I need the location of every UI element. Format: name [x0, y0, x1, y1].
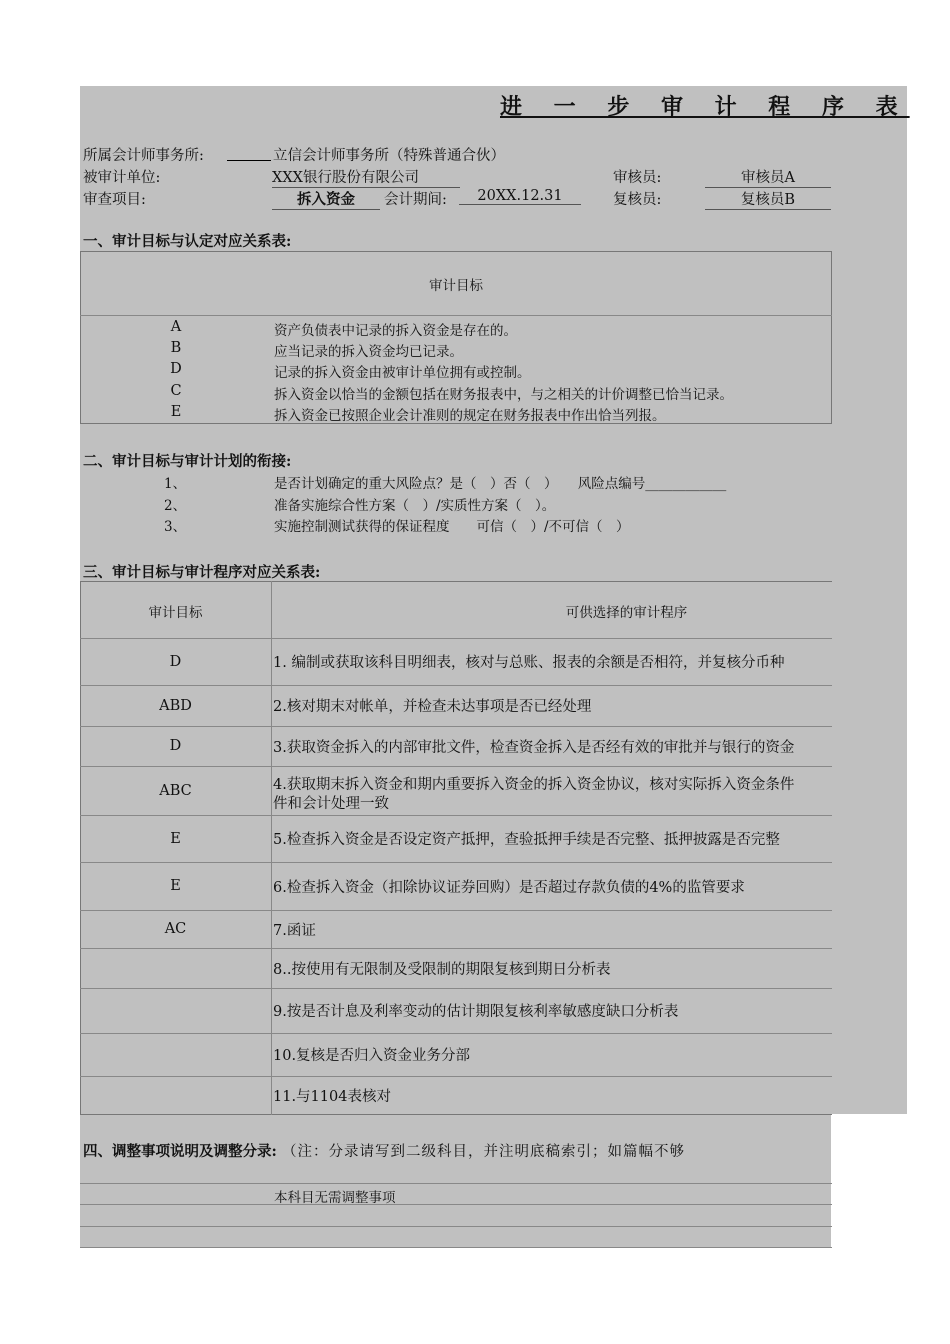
objective-text: 拆入资金已按照企业会计准则的规定在财务报表中作出恰当列报。	[274, 408, 666, 424]
period-value: 20XX.12.31	[459, 188, 581, 205]
procedure-target: E	[170, 830, 181, 847]
procedure-target: ABD	[159, 697, 192, 714]
reviewer-label: 审核员:	[613, 170, 662, 186]
firm-label: 所属会计师事务所:	[83, 148, 204, 164]
procedure-text: 9.按是否计息及利率变动的估计期限复核利率敏感度缺口分析表	[273, 1004, 679, 1020]
section3-heading: 三、审计目标与审计程序对应关系表:	[83, 564, 321, 581]
procedure-text: 3.获取资金拆入的内部审批文件，检查资金拆入是否经有效的审批并与银行的资金	[273, 739, 795, 756]
procedure-text: 11.与1104表核对	[273, 1089, 391, 1105]
procedure-target: AC	[164, 921, 187, 937]
procedure-target: ABC	[159, 782, 192, 799]
firm-value: 立信会计师事务所（特殊普通合伙）	[273, 148, 505, 164]
objective-code: E	[170, 404, 182, 420]
objective-text: 应当记录的拆入资金均已记录。	[274, 344, 463, 360]
page-title: 进 一 步 审 计 程 序 表	[500, 94, 910, 120]
procedure-target	[80, 1033, 271, 1076]
procedures-col1-header: 审计目标	[148, 605, 203, 621]
procedure-text: 8..按使用有无限制及受限制的期限复核到期日分析表	[273, 961, 611, 978]
section4-heading-line	[83, 1140, 831, 1161]
procedure-target: D	[169, 738, 182, 754]
procedure-target	[80, 988, 271, 1033]
worksheet-background-lower	[80, 1114, 831, 1248]
procedure-text: 7.函证	[273, 922, 316, 939]
adjustment-line	[80, 1183, 832, 1184]
procedure-target	[80, 1076, 271, 1115]
procedure-target: D	[169, 653, 182, 670]
section1-heading: 一、审计目标与认定对应关系表:	[83, 233, 292, 250]
rechecker-value: 复核员B	[705, 188, 831, 210]
plan-item-text: 是否计划确定的重大风险点？是（ ）否（ ） 风险点编号____________	[274, 476, 727, 492]
adjustment-content: 本科目无需调整事项	[274, 1190, 396, 1206]
plan-item-number: 2、	[164, 498, 187, 514]
plan-item-text: 实施控制测试获得的保证程度 可信（ ）/不可信（ ）	[274, 519, 630, 535]
procedure-target: E	[170, 878, 181, 894]
procedure-text: 5.检查拆入资金是否设定资产抵押，查验抵押手续是否完整、抵押披露是否完整	[273, 832, 780, 848]
procedure-text: 6.检查拆入资金（扣除协议证券回购）是否超过存款负债的4%的监管要求	[273, 879, 745, 896]
adjustment-line	[80, 1226, 832, 1227]
plan-item-text: 准备实施综合性方案（ ）/实质性方案（ ）。	[274, 498, 556, 514]
procedure-text: 10.复核是否归入资金业务分部	[273, 1048, 471, 1064]
objective-text: 拆入资金以恰当的金额包括在财务报表中，与之相关的计价调整已恰当记录。	[274, 387, 733, 403]
procedures-col2-header: 可供选择的审计程序	[565, 605, 688, 621]
reviewer-value: 审核员A	[705, 166, 831, 188]
procedure-text-continued: 件和会计处理一致	[273, 796, 389, 812]
section4-note: （注：分录请写到二级科目，并注明底稿索引；如篇幅不够	[281, 1144, 685, 1160]
item-label: 审查项目:	[83, 192, 146, 208]
period-label: 会计期间:	[384, 192, 447, 208]
objectives-table-header: 审计目标	[429, 278, 483, 294]
objective-text: 资产负债表中记录的拆入资金是存在的。	[274, 323, 517, 339]
entity-value: XXX银行股份有限公司	[272, 166, 460, 188]
procedures-column-divider	[271, 581, 272, 1115]
section2-heading: 二、审计目标与审计计划的衔接:	[83, 453, 292, 470]
objective-code: D	[170, 361, 182, 377]
rechecker-label: 复核员:	[613, 192, 662, 208]
objective-code: B	[170, 340, 182, 356]
procedure-text: 2.核对期末对帐单，并检查未达事项是否已经处理	[273, 699, 592, 715]
entity-label: 被审计单位:	[83, 170, 161, 186]
objective-text: 记录的拆入资金由被审计单位拥有或控制。	[274, 365, 531, 381]
objectives-header-divider	[80, 315, 832, 316]
procedure-target	[80, 948, 271, 988]
section4-heading: 四、调整事项说明及调整分录:	[83, 1143, 277, 1160]
adjustment-line	[80, 1247, 832, 1248]
procedure-text: 1. 编制或获取该科目明细表，核对与总账、报表的余额是否相符，并复核分币种	[273, 655, 785, 671]
objective-code: C	[170, 383, 182, 399]
firm-underline	[227, 144, 271, 161]
objective-code: A	[170, 319, 182, 335]
item-value: 拆入资金	[272, 188, 380, 210]
plan-item-number: 1、	[164, 476, 187, 492]
adjustment-line	[80, 1204, 832, 1205]
plan-item-number: 3、	[164, 519, 187, 535]
procedure-text: 4.获取期末拆入资金和期内重要拆入资金的拆入资金协议，核对实际拆入资金条件	[273, 777, 795, 793]
